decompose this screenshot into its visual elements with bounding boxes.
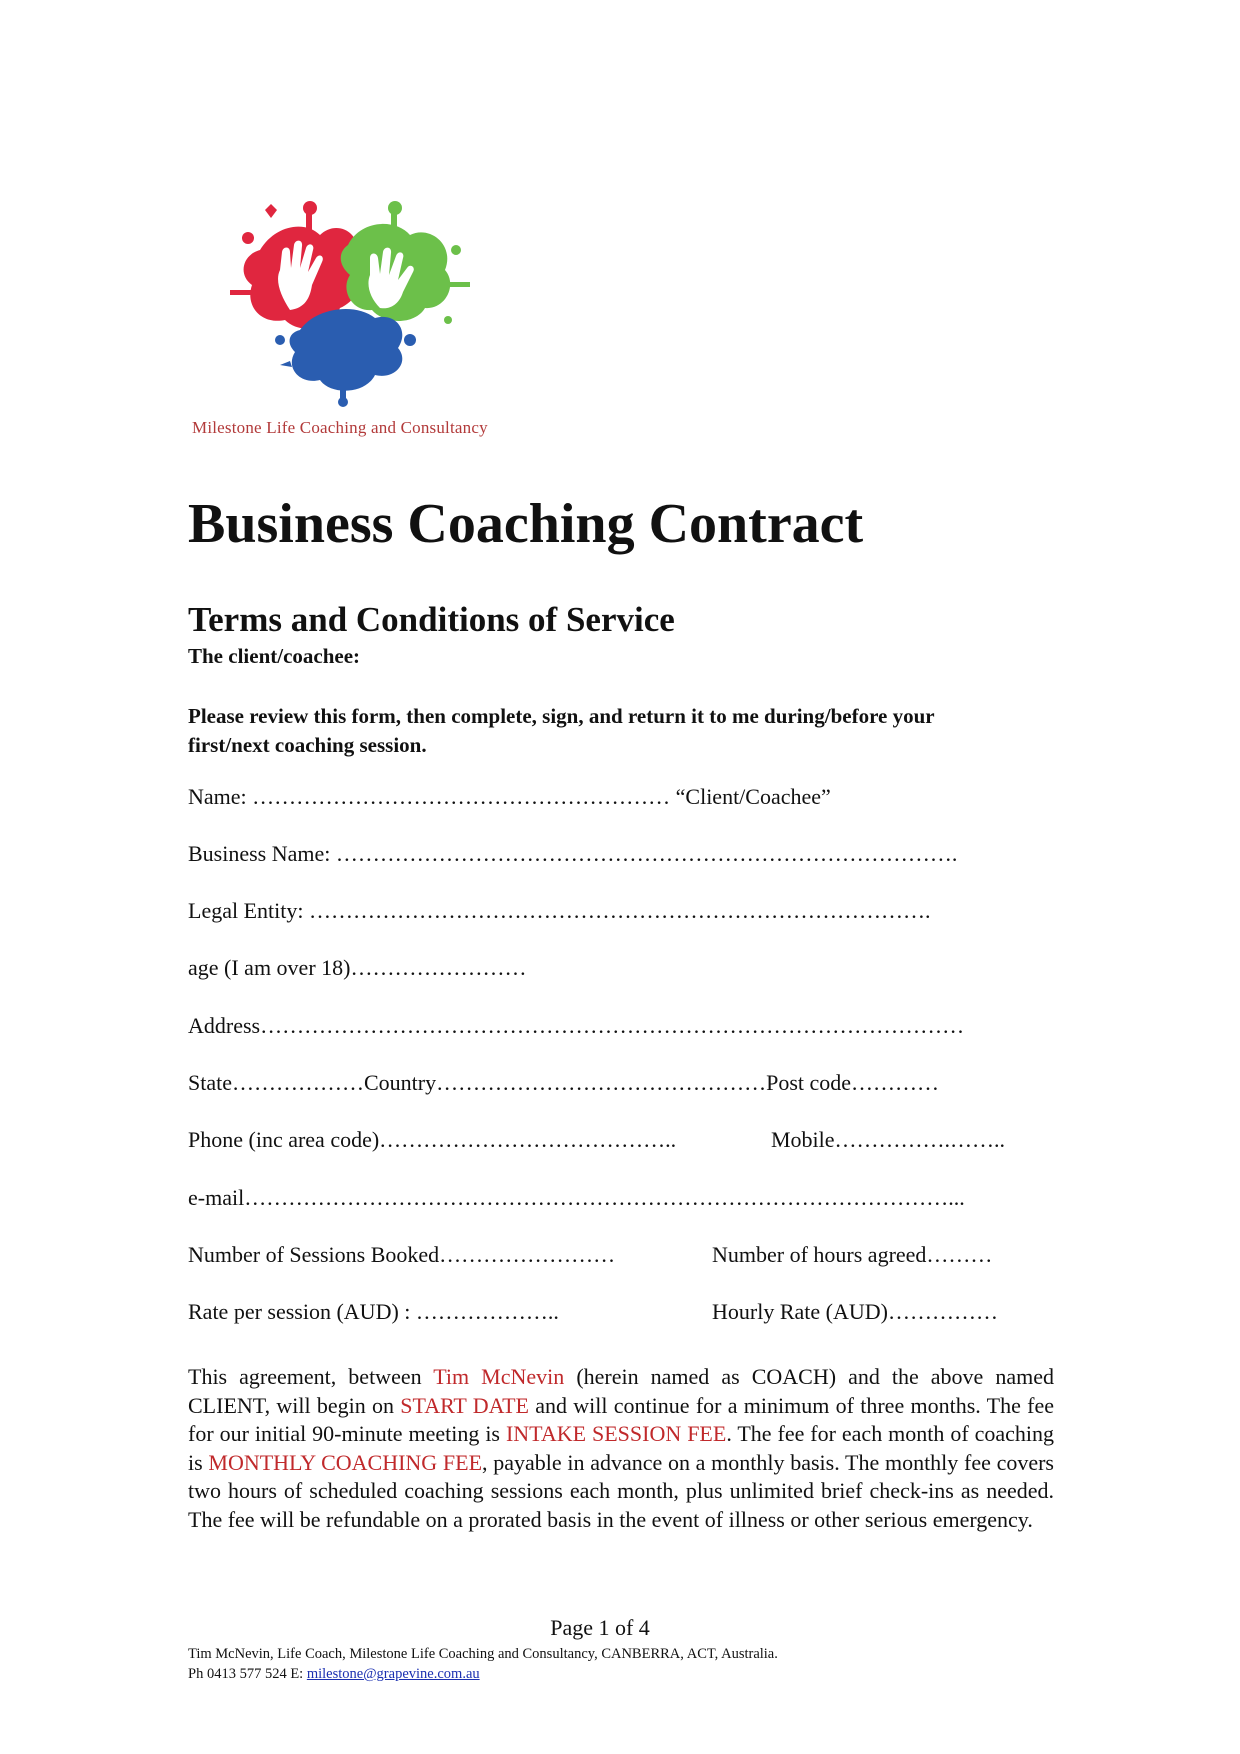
logo-caption: Milestone Life Coaching and Consultancy (192, 418, 488, 437)
rate-per-session-field[interactable]: Rate per session (AUD) : ……………….. (188, 1299, 559, 1324)
green-splash-icon (341, 201, 470, 324)
intake-fee-placeholder: INTAKE SESSION FEE (505, 1421, 727, 1447)
agreement-text: . The fee for each month of coaching is (188, 1421, 1054, 1475)
agreement-text: , payable in advance on a monthly basis. The monthly fee covers two hours of scheduled coaching sessions each month, plus unlimited brief check-ins as needed. The fee will be refundable on a prorated basis in the event of illness or other serious emergency. (188, 1449, 1054, 1532)
name-field[interactable]: Name: ………………………………………………… “Client/Coachee” (188, 784, 831, 809)
address-field[interactable]: Address…………………………………………………………………………………… (188, 1013, 965, 1038)
coach-name-placeholder: Tim McNevin (433, 1364, 565, 1389)
start-date-placeholder: START DATE (400, 1392, 529, 1418)
document-subtitle: Terms and Conditions of Service (188, 600, 675, 639)
agreement-text: This agreement, between (188, 1364, 434, 1389)
mobile-field[interactable]: Mobile…………….…….. (771, 1127, 1006, 1152)
footer-address: Tim McNevin, Life Coach, Milestone Life Coaching and Consultancy, CANBERRA, ACT, Australia. (188, 1646, 778, 1662)
footer-contact (188, 1666, 480, 1683)
footer-email-link[interactable]: milestone@grapevine.com.au (306, 1666, 480, 1682)
business-name-field[interactable]: Business Name: …………………………………………………………………………. (188, 841, 958, 866)
client-label: The client/coachee: (188, 644, 361, 668)
agreement-text: (herein named as COACH) and the above named CLIENT, will begin on (188, 1364, 1055, 1418)
agreement-paragraph (188, 1363, 1054, 1535)
hourly-rate-field[interactable]: Hourly Rate (AUD)…………… (712, 1299, 998, 1324)
sessions-booked-field[interactable]: Number of Sessions Booked…………………… (188, 1242, 616, 1267)
footer-phone: Ph 0413 577 524 E: (188, 1666, 307, 1682)
state-country-postcode-field[interactable]: State………………Country………………………………………Post code………… (188, 1070, 940, 1095)
age-field[interactable]: age (I am over 18)…………………… (188, 955, 527, 980)
legal-entity-field[interactable]: Legal Entity: …………………………………………………………………………. (188, 898, 931, 923)
phone-field[interactable]: Phone (inc area code)………………………………….. (188, 1127, 677, 1152)
document-title: Business Coaching Contract (188, 493, 864, 555)
agreement-text: and will continue for a minimum of three months. The fee for our initial 90-minute meeting is (188, 1392, 1054, 1447)
company-logo (190, 190, 530, 450)
page-number: Page 1 of 4 (550, 1615, 650, 1640)
monthly-fee-placeholder: MONTHLY COACHING FEE (208, 1449, 483, 1475)
paint-hands-logo-icon (220, 190, 480, 410)
hours-agreed-field[interactable]: Number of hours agreed……… (712, 1242, 993, 1267)
email-field[interactable]: e-mail……………………………………………………………………………………... (188, 1185, 965, 1210)
instructions-text: Please review this form, then complete, sign, and return it to me during/before your first/next coaching session. (188, 704, 935, 757)
